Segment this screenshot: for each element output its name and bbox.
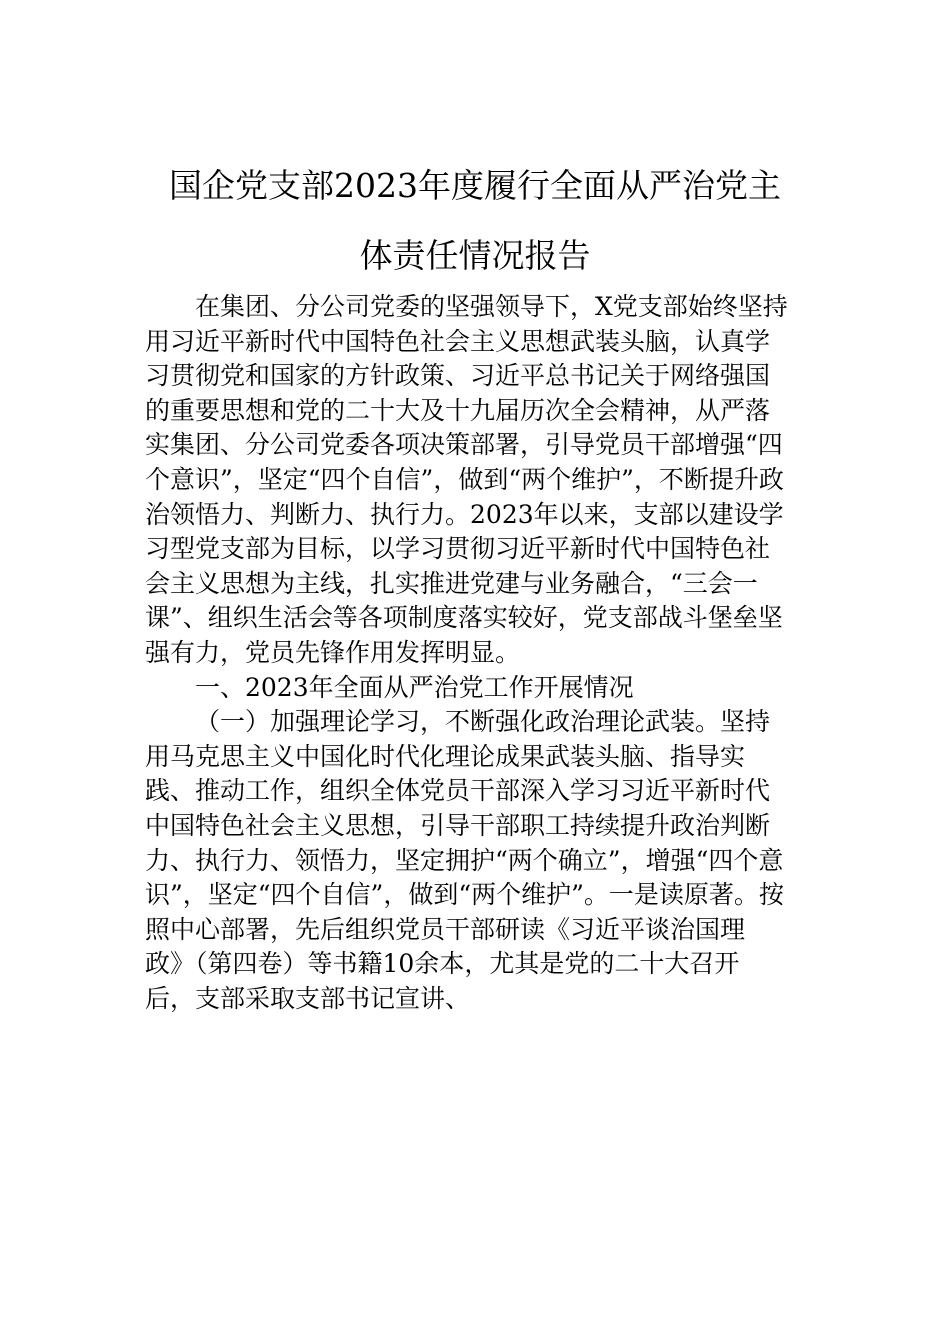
document-body bbox=[145, 290, 810, 1016]
paragraph-line: 的重要思想和党的二十大及十九届历次全会精神，从严落 bbox=[145, 395, 771, 425]
paragraph-line: 习型党支部为目标，以学习贯彻习近平新时代中国特色社 bbox=[145, 534, 771, 564]
paragraph-line: 后，支部采取支部书记宣讲、 bbox=[145, 983, 471, 1013]
paragraph-line: 会主义思想为主线，扎实推进党建与业务融合，“三会一 bbox=[145, 568, 758, 598]
document-title-line-1: 国企党支部2023年度履行全面从严治党主 bbox=[169, 166, 781, 205]
section-heading: 一、2023年全面从严治党工作开展情况 bbox=[195, 672, 634, 702]
paragraph-line: 课”、组织生活会等各项制度落实较好，党支部战斗堡垒坚 bbox=[145, 603, 783, 633]
paragraph-line: 力、执行力、领悟力，坚定拥护“两个确立”，增强“四个意 bbox=[145, 845, 784, 875]
paragraph-line: 识”，坚定“四个自信”，做到“两个维护”。一是读原著。按 bbox=[145, 880, 784, 910]
paragraph-line: 用马克思主义中国化时代化理论成果武装头脑、指导实 bbox=[145, 741, 746, 771]
paragraph-line: 强有力，党员先锋作用发挥明显。 bbox=[145, 637, 521, 667]
document-title-line-2: 体责任情况报告 bbox=[359, 236, 591, 275]
paragraph-line: 在集团、分公司党委的坚强领导下，X党支部始终坚持 bbox=[195, 292, 788, 321]
paragraph-line: 照中心部署，先后组织党员干部研读《习近平谈治国理 bbox=[145, 914, 746, 944]
paragraph-line: （一）加强理论学习，不断强化政治理论武装。坚持 bbox=[195, 707, 771, 737]
paragraph-line: 个意识”，坚定“四个自信”，做到“两个维护”，不断提升政 bbox=[145, 464, 784, 494]
paragraph-line: 中国特色社会主义思想，引导干部职工持续提升政治判断 bbox=[145, 810, 771, 840]
paragraph-line: 政》（第四卷）等书籍10余本，尤其是党的二十大召开 bbox=[145, 949, 740, 979]
paragraph-line: 实集团、分公司党委各项决策部署，引导党员干部增强“四 bbox=[145, 430, 783, 460]
paragraph-line: 习贯彻党和国家的方针政策、习近平总书记关于网络强国 bbox=[145, 361, 771, 391]
paragraph-line: 用习近平新时代中国特色社会主义思想武装头脑，认真学 bbox=[145, 326, 771, 356]
paragraph-line: 践、推动工作，组织全体党员干部深入学习习近平新时代 bbox=[145, 776, 771, 806]
paragraph-line: 治领悟力、判断力、执行力。2023年以来，支部以建设学 bbox=[145, 499, 784, 529]
